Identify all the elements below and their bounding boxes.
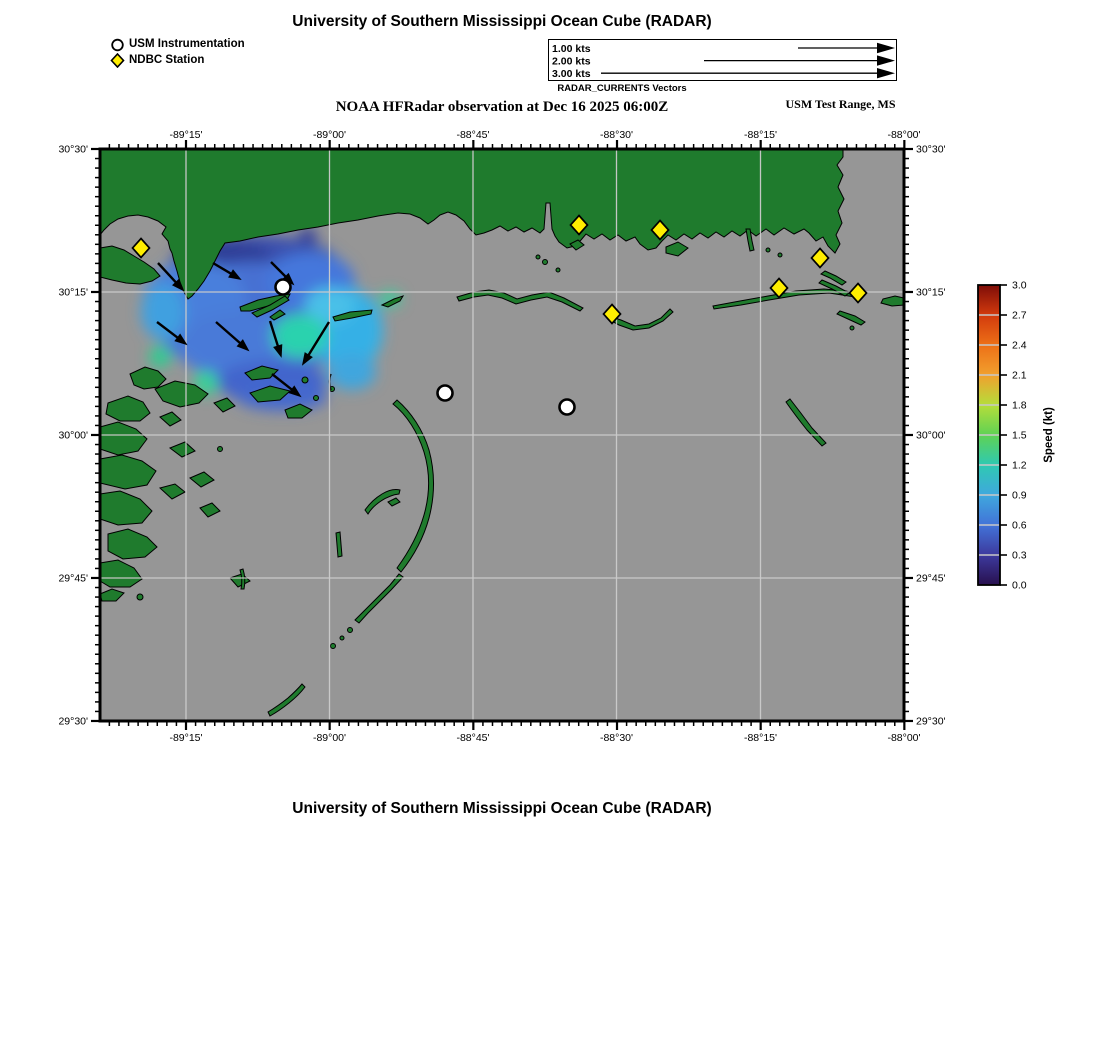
page-title-bottom: University of Southern Mississippi Ocean Cube (RADAR) bbox=[292, 800, 712, 817]
scale-row-label: 3.00 kts bbox=[552, 68, 591, 79]
y-tick-label-left: 30°30' bbox=[58, 143, 88, 156]
colorbar-tick-label: 0.6 bbox=[1012, 519, 1027, 532]
x-tick-label-bottom: -89°00' bbox=[312, 732, 347, 744]
y-tick-label-left: 29°30' bbox=[58, 715, 88, 728]
vector-scale-caption: RADAR_CURRENTS Vectors bbox=[557, 83, 687, 94]
colorbar-tick-label: 2.7 bbox=[1012, 309, 1027, 322]
y-tick-label-left: 29°45' bbox=[58, 572, 88, 585]
legend-ndbc-label: NDBC Station bbox=[129, 54, 205, 66]
page-title: University of Southern Mississippi Ocean Cube (RADAR) bbox=[292, 13, 712, 30]
colorbar bbox=[978, 280, 1055, 592]
usm-instrument-marker bbox=[560, 400, 575, 415]
x-tick-label-top: -88°45' bbox=[456, 129, 490, 141]
x-tick-label-top: -89°15' bbox=[169, 129, 203, 141]
colorbar-tick-label: 1.8 bbox=[1012, 399, 1027, 412]
usm-instrument-marker bbox=[438, 386, 453, 401]
x-tick-label-bottom: -88°15' bbox=[743, 732, 778, 744]
colorbar-tick-label: 1.2 bbox=[1012, 459, 1027, 472]
x-tick-label-bottom: -88°00' bbox=[887, 732, 921, 744]
y-tick-label-right: 30°15' bbox=[916, 286, 946, 299]
x-tick-label-top: -88°15' bbox=[743, 129, 778, 141]
colorbar-tick-label: 2.1 bbox=[1012, 369, 1027, 382]
colorbar-tick-label: 3.0 bbox=[1012, 279, 1027, 292]
legend-usm-label: USM Instrumentation bbox=[129, 38, 245, 50]
x-tick-label-top: -88°00' bbox=[887, 129, 921, 141]
y-tick-label-right: 30°30' bbox=[916, 143, 946, 156]
colorbar-tick-label: 0.9 bbox=[1012, 489, 1027, 502]
x-tick-label-bottom: -88°30' bbox=[599, 732, 634, 744]
usm-instrument-marker bbox=[276, 280, 291, 295]
scale-row-label: 2.00 kts bbox=[552, 55, 591, 68]
x-tick-label-top: -89°00' bbox=[312, 129, 347, 141]
colorbar-tick-label: 1.5 bbox=[1012, 429, 1027, 442]
x-tick-label-top: -88°30' bbox=[599, 129, 634, 141]
colorbar-tick-label: 2.4 bbox=[1012, 339, 1027, 352]
test-range-label: USM Test Range, MS bbox=[785, 97, 896, 111]
x-tick-label-bottom: -88°45' bbox=[456, 732, 490, 744]
map-area bbox=[58, 129, 945, 744]
colorbar-tick-label: 0.3 bbox=[1012, 549, 1027, 562]
scale-row-label: 1.00 kts bbox=[552, 43, 591, 55]
colorbar-title: Speed (kt) bbox=[1043, 407, 1055, 463]
y-tick-label-right: 30°00' bbox=[916, 429, 946, 442]
colorbar-tick-label: 0.0 bbox=[1012, 579, 1027, 592]
y-tick-label-right: 29°45' bbox=[916, 572, 946, 585]
observation-subtitle: NOAA HFRadar observation at Dec 16 2025 06:00Z bbox=[335, 99, 669, 115]
y-tick-label-left: 30°15' bbox=[58, 286, 88, 299]
x-tick-label-bottom: -89°15' bbox=[169, 732, 203, 744]
y-tick-label-right: 29°30' bbox=[916, 715, 946, 728]
y-tick-label-left: 30°00' bbox=[58, 429, 88, 442]
